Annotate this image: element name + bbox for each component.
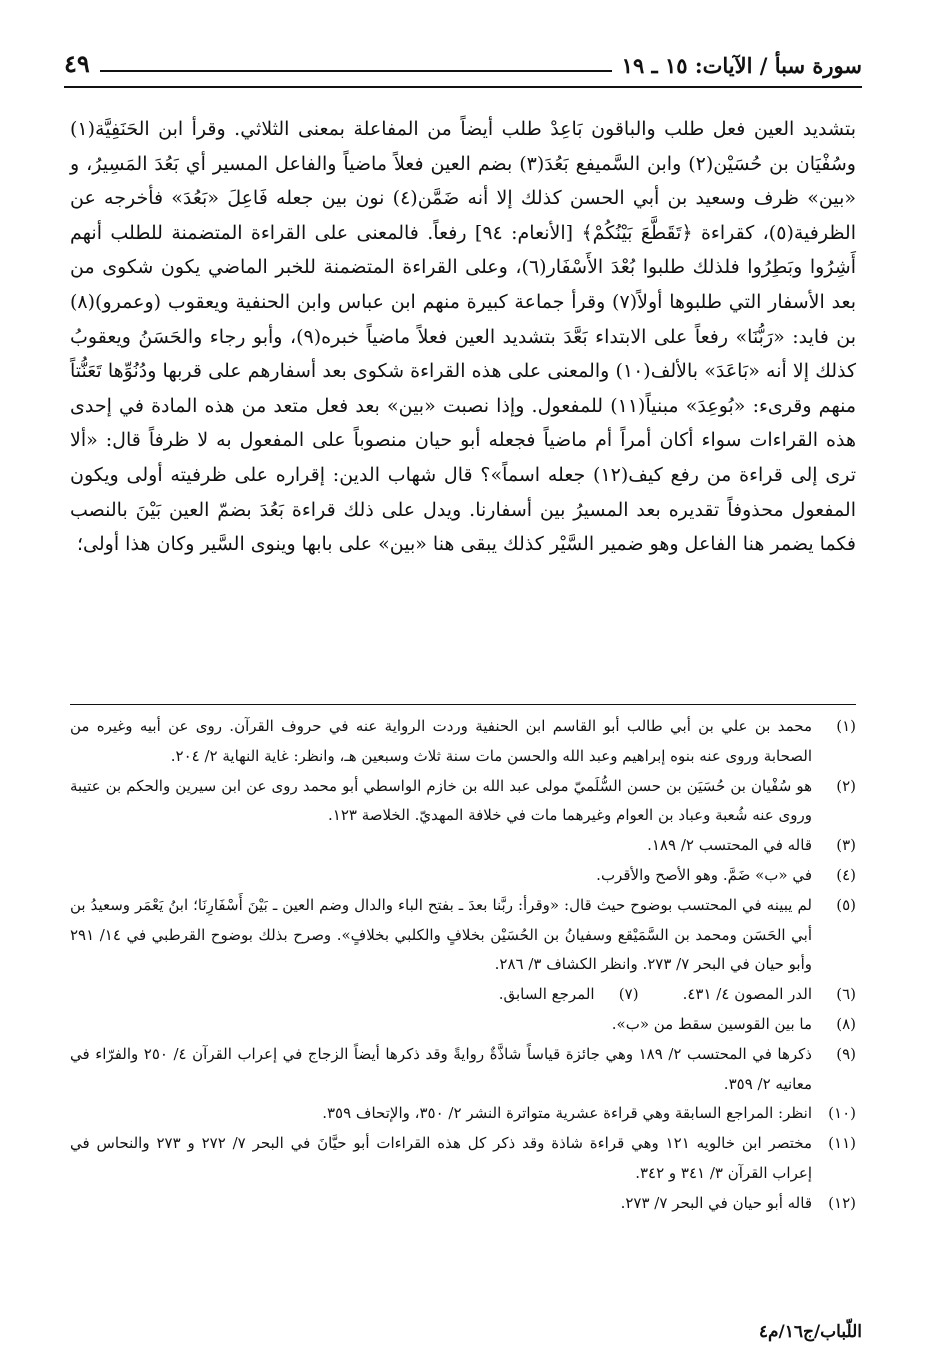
header-filler-line — [100, 70, 612, 72]
footnote-number: (٢) — [836, 776, 856, 795]
footnote-separator — [70, 704, 856, 705]
footnote-item — [70, 831, 856, 861]
footnote-item — [70, 861, 856, 891]
running-header — [64, 44, 862, 84]
footnote-item — [70, 1010, 856, 1040]
footnote-text: لم يبينه في المحتسب بوضوح حيث قال: «وقرأ: ربَّنا بعدَ ـ بفتح الباء والدال وضم العين ـ بَيْنَ أَسْفَارِنَا؛ ابنُ يَعْمَر وسعيدُ بن أبي الحَسَن ومحمد بن السَّمَيْقع وسفيانُ بن الحُسَيْن بخلافٍ والكلبي بخلافٍ». وصرح بذلك بوضوح القرطبي في ١٤/ ٢٩١ وأبو حيان في البحر ٧/ ٢٧٣. وانظر الكشاف ٣/ ٢٨٦. — [70, 895, 812, 974]
footnote-item — [70, 1099, 856, 1129]
page-signature: اللّباب/ج١٦/م٤ — [758, 1322, 862, 1342]
footnote-number: (١٢) — [828, 1193, 856, 1212]
footnote-text: قاله في المحتسب ٢/ ١٨٩. — [647, 836, 812, 855]
footnote-text: قاله أبو حيان في البحر ٧/ ٢٧٣. — [620, 1193, 812, 1212]
footnote-item — [70, 712, 856, 772]
main-paragraph: بتشديد العين فعل طلب والباقون بَاعِدْ طلب أيضاً من المفاعلة بمعنى الثلاثي. وقرأ ابن الحَنَفِيَّة(١) وسُفْيَان بن حُسَيْن(٢) وابن السَّميفع بَعُدَ(٣) بضم العين فعلاً ماضياً والفاعل المسير أي بَعُدَ المَسِيرُ، و «بين» ظرف وسعيد بن أبي الحسن كذلك إلا أنه ضَمَّن(٤) نون بين جعله فَاعِلَ «بَعُدَ» فأخرجه عن الظرفية(٥)، كقراءة ﴿تَقَطَّعَ بَيْنُكُمْ﴾ [الأنعام: ٩٤] رفعاً. فالمعنى على القراءة المتضمنة للطلب أنهم أَشِرُوا وبَطِرُوا فلذلك طلبوا بُعْدَ الأَسْفَار(٦)، وعلى القراءة المتضمنة للخبر الماضي يكون شكوى من بعد الأسفار التي طلبوها أولاً(٧) وقرأ جماعة كبيرة منهم ابن عباس وابن الحنفية ويعقوب (وعمرو)(٨) بن فايد: «رَبُّنَا» رفعاً على الابتداء بَعَّدَ بتشديد العين فعلاً ماضياً خبره(٩)، وأبو رجاء والحَسَنُ ويعقوبُ كذلك إلا أنه «بَاعَدَ» بالألف(١٠) والمعنى على هذه القراءة شكوى بعد أسفارهم على قربها ودُنُوِّها تَعَنُّتاً منهم وقرىء: «بُوعِدَ» مبنياً(١١) للمفعول. وإذا نصبت «بين» بعد فعل متعد من هذه المادة في إحدى هذه القراءات سواء أكان أمراً أم ماضياً فجعله أبو حيان منصوباً على المفعول به لا ظرفاً قال: «ألا ترى إلى قراءة من رفع كيف(١٢) جعله اسماً»؟ قال شهاب الدين: إقراره على ظرفيته أولى ويكون المفعول محذوفاً تقديره بعد المسيرُ بين أسفارنا. ويدل على ذلك قراءة بَعُدَ بضمّ العين بَيْنَ بالنصب فكما يضمر هنا الفاعل وهو ضمير السَّيْر كذلك يبقى هنا «بين» على بابها وينوى السَّير وكان هذا أولى؛ — [70, 118, 857, 556]
footnote-number: (٤) — [836, 865, 856, 884]
footnote-number: (٨) — [836, 1014, 856, 1033]
footnote-number: (٩) — [836, 1044, 856, 1063]
footnote-text: انظر: المراجع السابقة وهي قراءة عشرية متواترة النشر ٢/ ٣٥٠، والإتحاف ٣٥٩. — [322, 1104, 812, 1123]
footnote-number: (٥) — [836, 895, 856, 914]
footnote-number: (١) — [836, 717, 856, 735]
footnote-text: ما بين القوسين سقط من «ب». — [611, 1014, 812, 1033]
footnote-item — [683, 980, 856, 1010]
footnote-text: هو سُفْيان بن حُسَيَن بن حسن السُّلَميّ مولى عبد الله بن خازم الواسطي أبو محمد روى عن ابن سيرين والحكم بن عتيبة وروى عنه شُعبة وعباد بن العوام وغيرهما مات في خلافة المهديّ. الخلاصة ١٢٣. — [70, 776, 812, 825]
footnote-item — [70, 1189, 856, 1219]
footnote-number: (٣) — [836, 836, 856, 855]
footnote-text: الدر المصون ٤/ ٤٣١. — [682, 985, 812, 1004]
header-rule — [64, 86, 862, 88]
footnote-number: (١١) — [828, 1134, 856, 1153]
page-number: ٤٩ — [64, 49, 90, 78]
footnote-text: ذكرها في المحتسب ٢/ ١٨٩ وهي جائزة قياساً شاذَّةٌ روايةً وقد ذكرها أيضاً الزجاج في إعراب القرآن ٤/ ٢٥٠ والفرّاء في معانيه ٢/ ٣٥٩. — [70, 1044, 812, 1093]
footnote-item — [70, 1129, 856, 1189]
footnote-item — [499, 980, 639, 1010]
main-text — [70, 112, 856, 562]
footnote-text: محمد بن علي بن أبي طالب أبو القاسم ابن الحنفية وردت الرواية عنه في حروف القرآن. روى عن أبيه وغيره من الصحابة وروى عنه بنوه إبراهيم وعبد الله والحسن مات سنة ثلاث وسبعين هـ، وانظر: غاية النهاية ٢/ ٢٠٤. — [70, 717, 812, 765]
footnote-number: (٦) — [836, 985, 856, 1004]
footnotes — [70, 712, 856, 1219]
footnote-text: مختصر ابن خالويه ١٢١ وهي قراءة شاذة وقد ذكر كل هذه القراءات أبو حيَّانَ في البحر ٧/ ٢٧٢ و ٢٧٣ والنحاس في إعراب القرآن ٣/ ٣٤١ و ٣٤٢. — [70, 1134, 813, 1182]
footnote-number: (١٠) — [828, 1104, 856, 1123]
footnote-text: في «ب» ضَمَّ. وهو الأصح والأقرب. — [596, 865, 812, 884]
footnote-number: (٧) — [618, 985, 639, 1004]
footnote-pair — [70, 980, 856, 1010]
footnote-item — [70, 1040, 856, 1100]
footnote-item — [70, 772, 856, 832]
surah-title: سورة سبأ / الآيات: ١٥ ـ ١٩ — [621, 53, 862, 78]
footnote-item — [70, 891, 856, 980]
footnote-text: المرجع السابق. — [498, 985, 595, 1004]
